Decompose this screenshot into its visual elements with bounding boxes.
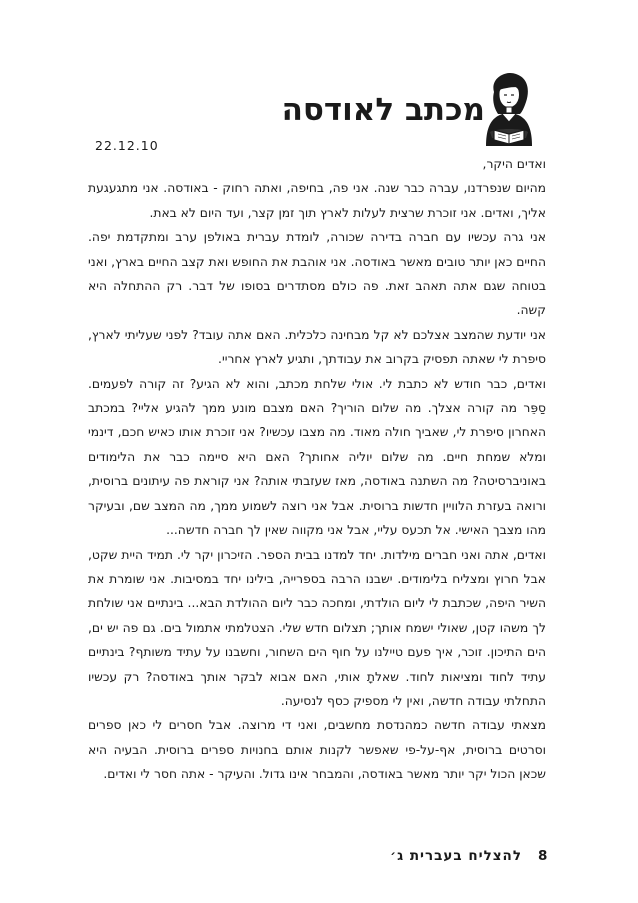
letter-body [88,152,546,787]
page-number: 8 [538,848,548,864]
letter-paragraph: מצאתי עבודה חדשה כמהנדסת מחשבים, ואני די מרוצה. אבל חסרים לי כאן ספרים וסרטים ברוסית, אף-על-פי שאפשר לקנות אותם בחנויות ספרים ברוסית. הבעיה היא שכאן הכול יקר יותר מאשר באודסה, והמבחר אינו גדול. והעיקר - אתה חסר לי ואדים. [88,718,546,782]
letter-paragraph: אני יודעת שהמצב אצלכם לא קל מבחינה כלכלית. האם אתה עובד? לפני שעליתי לארץ, סיפרת לי שאתה תפסיק בקרוב את עבודתך, ותגיע לארץ אחריי. [88,327,546,367]
page-title: מכתב לאודסה [281,92,485,128]
book-title: להצליח בעברית ג׳ [390,848,522,864]
letter-paragraph: מהיום שנפרדנו, עברה כבר שנה. אני פה, בחיפה, ואתה רחוק - באודסה. אני מתגעגעת אליך, ואדים. אני זוכרת שרצית לעלות לארץ תוך זמן קצר, ועד היום לא באת. [88,181,546,220]
letter-paragraph: ואדים, כבר חודש לא כתבת לי. אולי שלחת מכתב, והוא לא הגיע? זה קורה לפעמים. סַפֵּר מה קורה אצלך. מה שלום הוריך? האם מצבם מונע ממך להגיע אליי? במכתב האחרון סיפרת לי, שאביך חולה מאוד. מה מצבו עכשיו? אני זוכרת אותו כאיש חכם, דינמי ומלא שמחת חיים. מה שלום יוליה אחותך? האם היא סיימה כבר את הלימודים באוניברסיטה? מה השתנה באודסה, מאז שעזבתי אותה? אני קוראת פה עיתונים ברוסית, ורואה בעזרת הלוויין חדשות ברוסית. אבל אני רוצה לשמוע ממך, מה המצב שם, ובעיקר מהו מצבך האישי. אל תכעס עליי, אבל אני מקווה שאין לך חברה חדשה... [88,376,546,538]
page-footer [0,848,638,870]
woman-reading-icon [476,70,540,146]
letter-salutation: ואדים היקר, [482,157,546,171]
letter-date: 22.12.10 [95,138,159,153]
letter-paragraph: אני גרה עכשיו עם חברה בדירה שכורה, לומדת עברית באולפן ערב ומתקדמת יפה. החיים כאן יותר טובים מאשר באודסה. אני אוהבת את החופש ואת קצב החיים בארץ, ואני בטוחה שגם אתה תאהב זאת. פה כולם מסתדרים בסופו של דבר. רק ההתחלה היא קשה. [88,230,546,318]
letter-paragraph: ואדים, אתה ואני חברים מילדות. יחד למדנו בבית הספר. הזיכרון יקר לי. תמיד היית שקט, אבל חרוץ ומצליח בלימודים. ישבנו הרבה בספרייה, בילינו יחד במסיבות. אני שומרת את השיר היפה, שכתבת לי ליום הולדתי, ומחכה כבר ליום ההולדת הבא... בינתיים אני שולחת לך משהו קטן, שאולי ישמח אותך; תצלום חדש שלי. הצטלמתי אתמול בים. גם פה יש ים, הים התיכון. זוכר, איך פעם טיילנו על חוף הים השחור, וחשבנו על עתיד משותף? בינתיים עתיד לחוד ומציאות לחוד. שאלתָ אותי, האם אבוא לבקר אותך באודסה? רק עכשיו התחלתי עבודה חדשה, ואין לי מספיק כסף לנסיעה. [88,547,546,708]
